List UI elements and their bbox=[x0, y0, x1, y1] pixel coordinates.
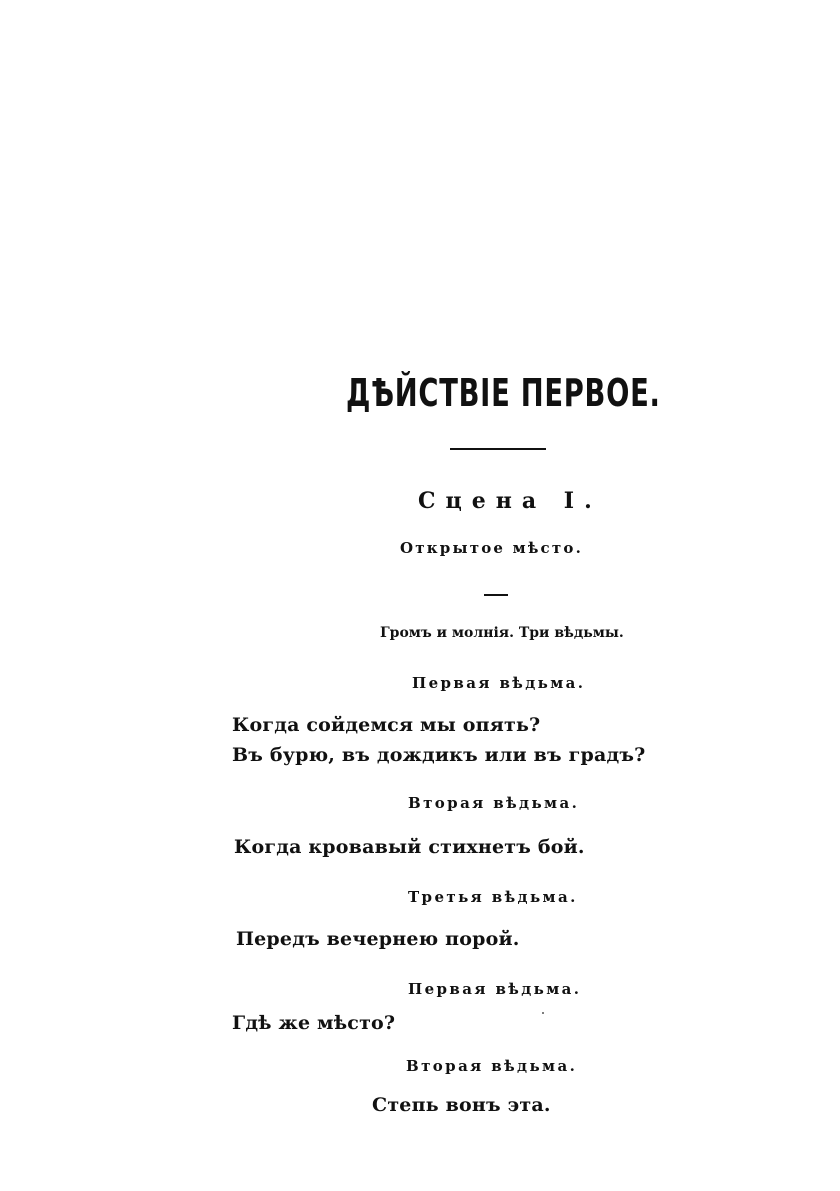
title-rule bbox=[450, 448, 546, 450]
scene-title: Сцена I. bbox=[418, 488, 602, 514]
scene-rule bbox=[484, 594, 508, 596]
verse-line: Когда кровавый стихнетъ бой. bbox=[234, 836, 585, 858]
act-title: ДѢЙСТВІЕ ПЕРВОЕ. bbox=[346, 371, 661, 415]
verse-line: Въ бурю, въ дождикъ или въ градъ? bbox=[232, 744, 646, 766]
stage-direction: Громъ и молнія. Три вѣдьмы. bbox=[380, 625, 624, 641]
speaker-name: Первая вѣдьма. bbox=[412, 674, 586, 692]
speaker-name: Третья вѣдьма. bbox=[408, 888, 578, 906]
speaker-name: Первая вѣдьма. bbox=[408, 980, 582, 998]
verse-line: Когда сойдемся мы опять? bbox=[232, 714, 541, 736]
speaker-name: Вторая вѣдьма. bbox=[406, 1057, 578, 1075]
ink-speck bbox=[542, 1012, 544, 1014]
verse-line: Гдѣ же мѣсто? bbox=[232, 1012, 396, 1034]
verse-line: Степь вонъ эта. bbox=[372, 1094, 551, 1116]
verse-line: Передъ вечернею порой. bbox=[236, 928, 520, 950]
speaker-name: Вторая вѣдьма. bbox=[408, 794, 580, 812]
scene-place: Открытое мѣсто. bbox=[400, 539, 584, 557]
